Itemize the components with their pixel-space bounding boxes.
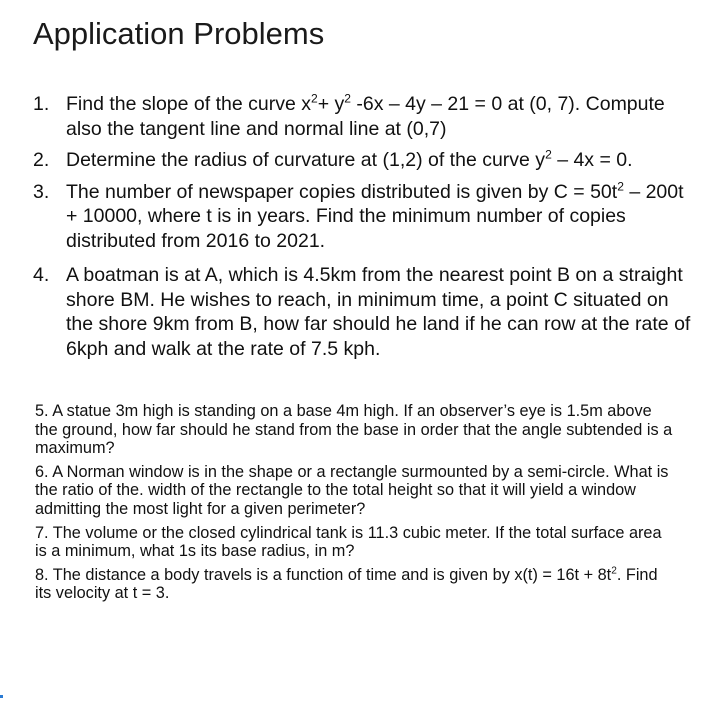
problem-item-1	[30, 92, 700, 141]
problem-item-3	[30, 180, 700, 254]
problem-text: A boatman is at A, which is 4.5km from the nearest point B on a straight shore BM. He wishes to reach, in minimum time, a point C situated on the shore 9km from B, how far should he land if he can row at the rate of 6kph and walk at the rate of 7.5 kph.	[66, 264, 691, 360]
problem-item-8	[35, 566, 675, 603]
problem-text: 8. The distance a body travels is a function of time and is given by x(t) = 16t + 8t	[35, 565, 612, 584]
problem-text: – 200t + 10000, where t is in years. Find the minimum number of copies distributed from 2016 to 2021.	[66, 180, 684, 252]
problem-number: 4.	[33, 264, 50, 286]
superscript: 2	[611, 565, 617, 577]
page-title: Application Problems	[33, 16, 325, 51]
problem-item-4	[30, 263, 700, 361]
corner-marker	[0, 695, 3, 698]
problem-text: Find the slope of the curve x	[66, 93, 311, 115]
problem-text: – 4x = 0.	[551, 149, 633, 171]
superscript: 2	[310, 91, 318, 106]
problem-number: 1.	[33, 93, 50, 115]
superscript: 2	[617, 179, 624, 193]
problem-item-7: 7. The volume or the closed cylindrical tank is 11.3 cubic meter. If the total surface area is a minimum, what 1s its base radius, in m?	[35, 523, 662, 561]
extra-problem-list	[35, 402, 675, 608]
superscript: 2	[545, 147, 552, 162]
problem-text: Determine the radius of curvature at (1,2) of the curve y	[66, 149, 546, 171]
problem-number: 3.	[33, 180, 50, 203]
problem-item-2	[30, 148, 700, 173]
problem-number: 2.	[33, 149, 50, 171]
problem-text: The number of newspaper copies distributed is given by C = 50t	[66, 180, 618, 203]
problem-text: -6x – 4y – 21 = 0 at (0, 7). Compute also the tangent line and normal line at (0,7)	[66, 93, 665, 140]
superscript: 2	[344, 91, 351, 106]
problem-text: . Find its velocity at t = 3.	[35, 565, 658, 603]
main-problem-list	[30, 92, 700, 368]
problem-item-5: 5. A statue 3m high is standing on a base 4m high. If an observer’s eye is 1.5m above the ground, how far should he stand from the base in order that the angle subtended is a maximum?	[35, 402, 673, 458]
problem-item-6: 6. A Norman window is in the shape or a rectangle surmounted by a semi-circle. What is the ratio of the. width of the rectangle to the total height so that it will yield a window admitting the most light for a given perimeter?	[35, 462, 669, 518]
problem-text: + y	[317, 93, 345, 115]
